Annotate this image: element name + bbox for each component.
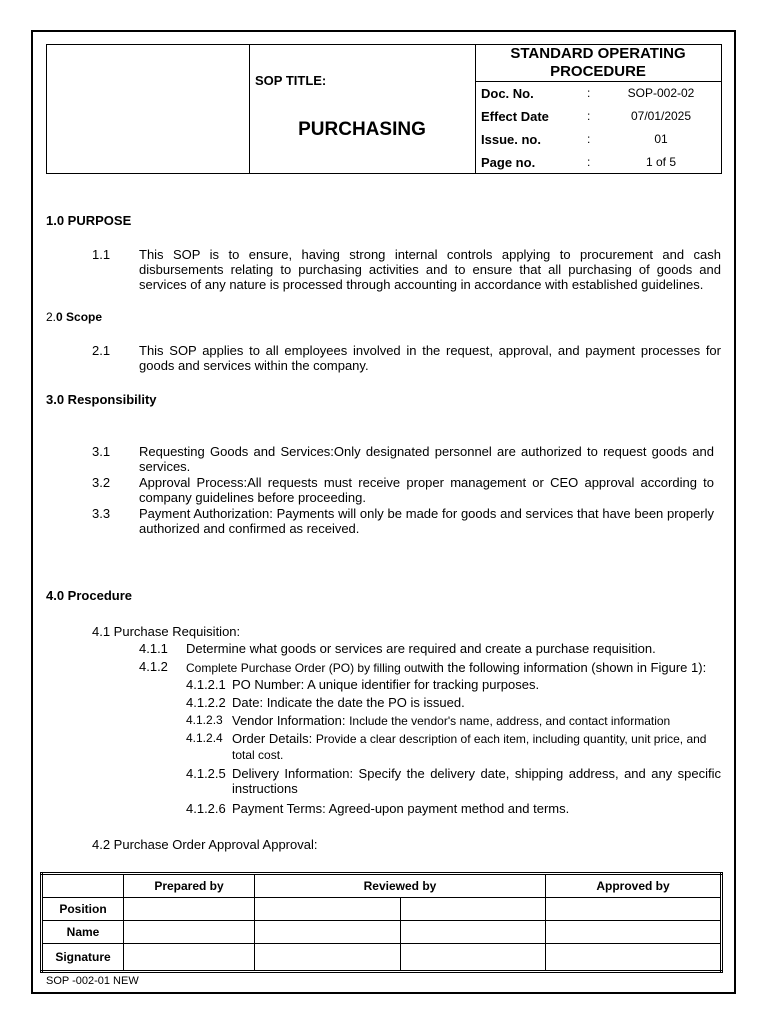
sub-item-label: PO Number: [232, 677, 308, 692]
std-head-line1: STANDARD OPERATING [510, 45, 686, 62]
sub-item [232, 695, 721, 710]
reviewed-signature-cell-2 [400, 944, 546, 972]
meta-value: 01 [654, 132, 668, 146]
table-row [42, 921, 722, 944]
responsibility-item-text: Approval Process:All requests must receive proper management or CEO approval according to company guidelines before proceeding. [139, 475, 714, 505]
sop-title-label: SOP TITLE: [255, 73, 327, 88]
row-label: Signature [42, 944, 124, 972]
table-row [42, 944, 722, 972]
meta-sep: : [587, 109, 591, 123]
reviewed-position-cell-2 [400, 898, 546, 921]
document-footer: SOP -002-01 NEW [46, 975, 139, 987]
procedure-4-1-2-text-b: with the following information (shown in Figure 1): [420, 660, 707, 675]
procedure-4-1-2-text-a: Complete Purchase Order (PO) by filling out [186, 661, 421, 675]
responsibility-item-text: Requesting Goods and Services:Only designated personnel are authorized to request goods and services. [139, 444, 714, 474]
prepared-name-cell [124, 921, 255, 944]
responsibility-item-number: 3.1 [92, 444, 111, 459]
sub-item-number: 4.1.2.3 [186, 713, 223, 727]
meta-sep: : [587, 132, 591, 146]
table-header-row [42, 874, 722, 898]
sub-item-label: Delivery Information: [232, 766, 359, 781]
sub-item-text: Agreed-upon payment method and terms. [328, 801, 570, 816]
sop-title: PURCHASING [298, 119, 426, 140]
sub-item-number: 4.1.2.1 [186, 677, 226, 692]
purpose-item-number: 1.1 [92, 247, 111, 262]
procedure-4-1-2-text [186, 659, 726, 677]
scope-heading-prefix: 2. [46, 310, 57, 324]
meta-issue-no [475, 128, 721, 151]
sop-title-cell [249, 45, 476, 173]
procedure-heading: 4.0 Procedure [46, 588, 132, 603]
sub-item [232, 766, 721, 796]
table-header-cell [42, 874, 124, 898]
meta-sep: : [587, 86, 591, 100]
doc-meta-cell [475, 45, 721, 173]
meta-key: Issue. no. [481, 132, 541, 147]
reviewed-name-cell-2 [400, 921, 546, 944]
signature-table [40, 872, 723, 973]
row-label: Position [42, 898, 124, 921]
sub-item-number: 4.1.2.5 [186, 766, 226, 781]
reviewed-position-cell-1 [255, 898, 401, 921]
meta-value: 1 of 5 [645, 155, 677, 169]
meta-effect-date [475, 105, 721, 128]
approved-signature-cell [546, 944, 722, 972]
scope-heading-rest: 0 Scope [56, 310, 103, 324]
sub-item-label: Date: [232, 695, 267, 710]
meta-doc-no [475, 82, 721, 105]
meta-sep: : [587, 155, 591, 169]
sub-item [232, 731, 721, 763]
table-header-cell: Prepared by [124, 874, 255, 898]
sub-item [232, 713, 721, 728]
purpose-heading: 1.0 PURPOSE [46, 213, 132, 228]
sub-item-number: 4.1.2.4 [186, 731, 223, 745]
meta-page-no [475, 151, 721, 174]
sub-item [232, 677, 721, 692]
procedure-4-1: 4.1 Purchase Requisition: [92, 624, 241, 639]
meta-key: Doc. No. [481, 86, 534, 101]
responsibility-item-text: Payment Authorization: Payments will only be made for goods and services that have been properly authorized and confirmed as received. [139, 506, 714, 536]
responsibility-item-number: 3.3 [92, 506, 111, 521]
approved-position-cell [546, 898, 722, 921]
sub-item-text: Include the vendor's name, address, and contact information [349, 714, 671, 728]
procedure-4-2: 4.2 Purchase Order Approval Approval: [92, 837, 318, 852]
standard-operating-procedure-heading [475, 45, 721, 82]
sub-item-text: Specify the delivery date, shipping address, and any specific instructions [232, 766, 722, 796]
procedure-4-1-1-text: Determine what goods or services are required and create a purchase requisition. [186, 641, 656, 656]
document-header [46, 44, 722, 174]
table-header-cell: Reviewed by [255, 874, 546, 898]
table-row [42, 898, 722, 921]
approved-name-cell [546, 921, 722, 944]
table-header-cell: Approved by [546, 874, 722, 898]
responsibility-heading: 3.0 Responsibility [46, 392, 157, 407]
sub-item-label: Payment Terms: [232, 801, 329, 816]
reviewed-name-cell-1 [255, 921, 401, 944]
sub-item-text: A unique identifier for tracking purposes. [307, 677, 540, 692]
sub-item-label: Order Details: [232, 731, 316, 746]
procedure-4-1-1-number: 4.1.1 [139, 641, 168, 656]
sub-item-number: 4.1.2.2 [186, 695, 226, 710]
sub-item-text: Provide a clear description of each item, including quantity, unit price, and total cost. [232, 732, 707, 762]
meta-key: Effect Date [481, 109, 549, 124]
prepared-position-cell [124, 898, 255, 921]
reviewed-signature-cell-1 [255, 944, 401, 972]
scope-heading [46, 310, 102, 324]
std-head-line2: PROCEDURE [550, 63, 646, 80]
purpose-text: This SOP is to ensure, having strong internal controls applying to procurement and cash disbursements relating to purchasing activities and to ensure that all purchasing of goods and services of any nature is processed through accounting in accordance with established guidelines. [139, 247, 721, 292]
procedure-4-1-2-number: 4.1.2 [139, 659, 168, 674]
prepared-signature-cell [124, 944, 255, 972]
sub-item-text: Indicate the date the PO is issued. [266, 695, 465, 710]
sub-item [232, 801, 721, 816]
meta-value: 07/01/2025 [630, 109, 692, 123]
responsibility-item-number: 3.2 [92, 475, 111, 490]
logo-area [47, 45, 250, 173]
meta-value: SOP-002-02 [627, 86, 695, 100]
meta-key: Page no. [481, 155, 536, 170]
sub-item-label: Vendor Information: [232, 713, 350, 728]
sub-item-number: 4.1.2.6 [186, 801, 226, 816]
scope-item-number: 2.1 [92, 343, 111, 358]
scope-text: This SOP applies to all employees involved in the request, approval, and payment processes for goods and services within the company. [139, 343, 721, 373]
row-label: Name [42, 921, 124, 944]
